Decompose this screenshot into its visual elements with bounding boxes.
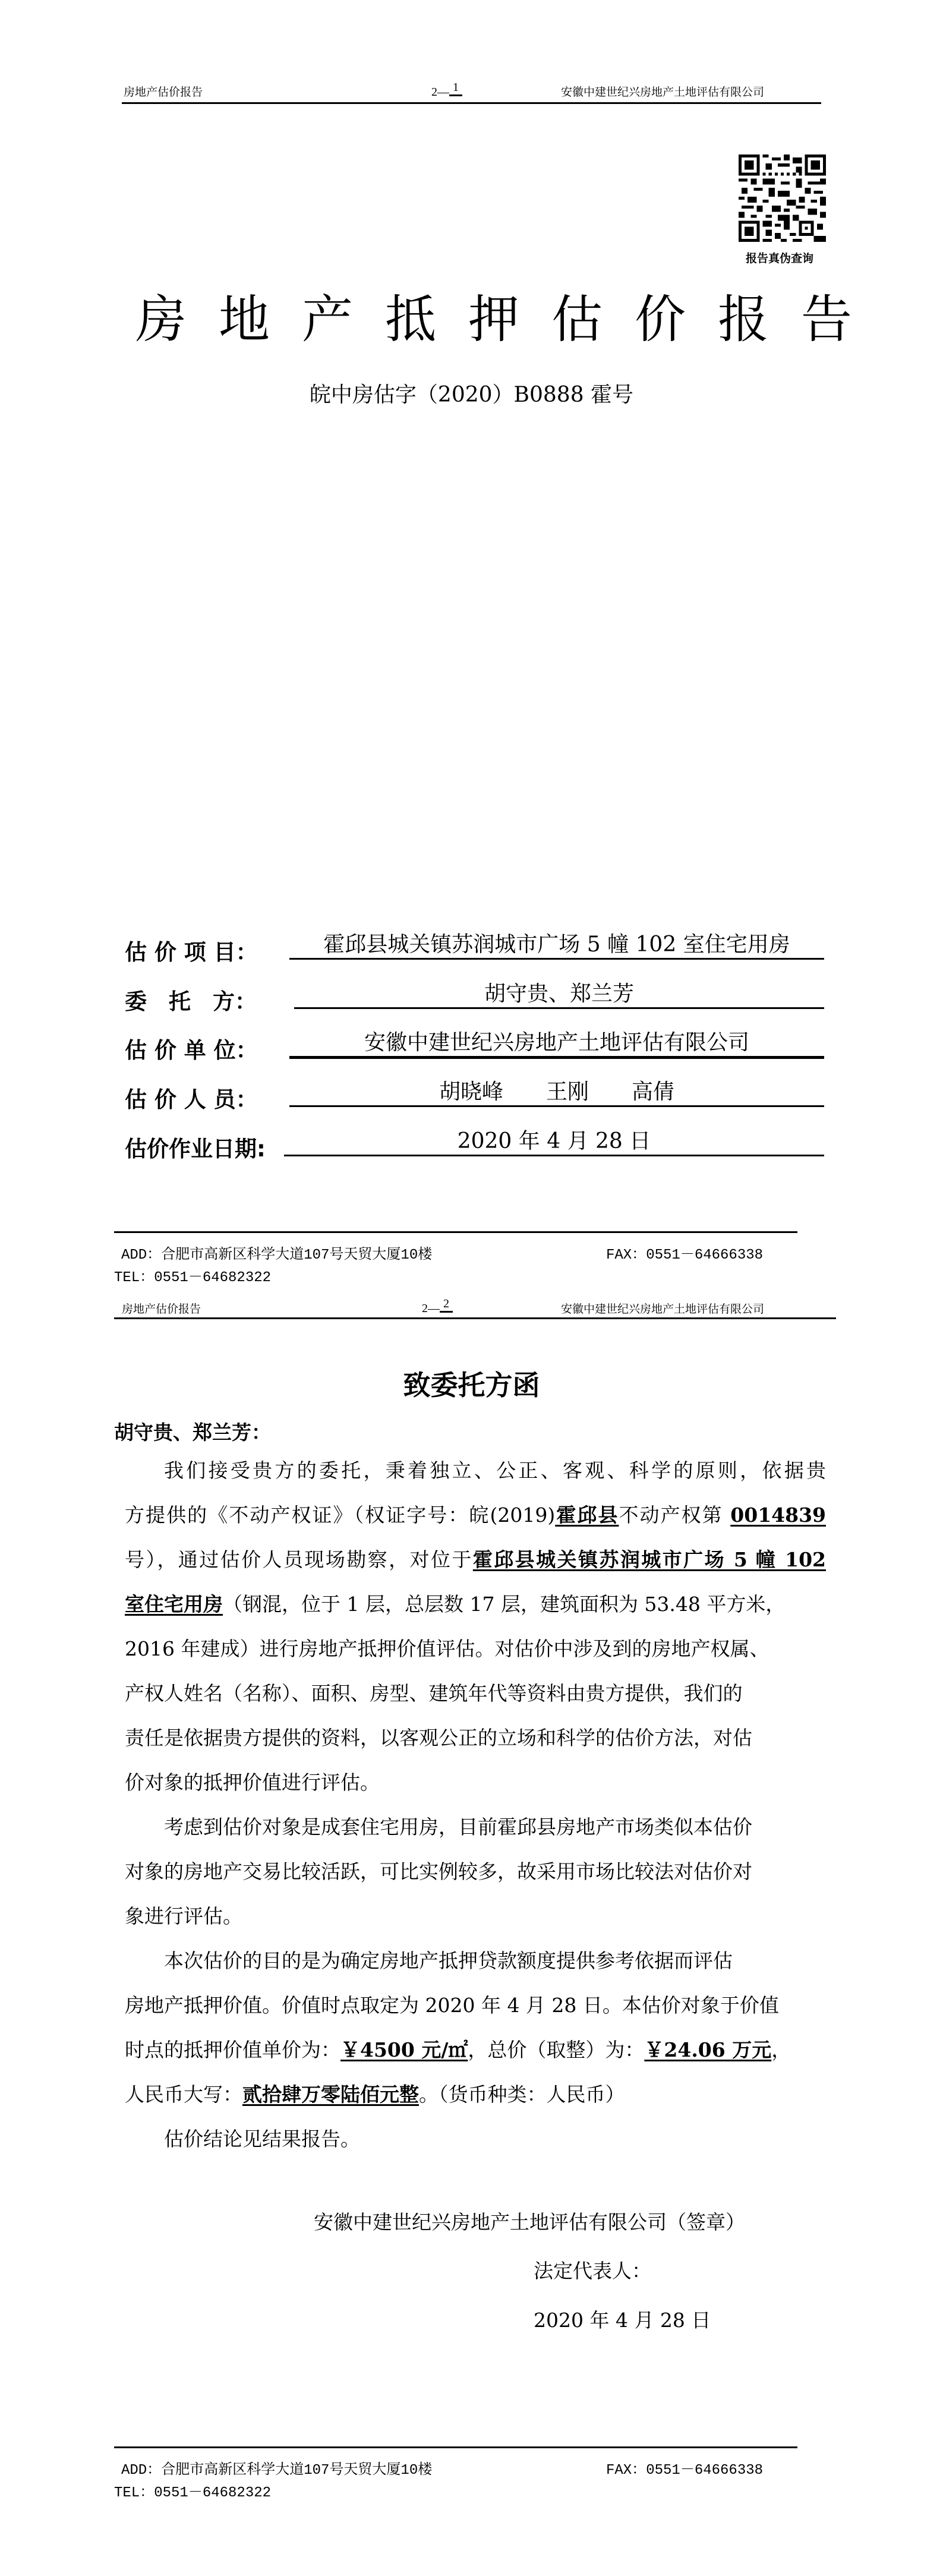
signature-company: 安徽中建世纪兴房地产土地评估有限公司（签章） xyxy=(314,2211,745,2234)
footer-address: ADD：合肥市高新区科学大道107号天贸大厦10楼 xyxy=(121,2463,433,2479)
footer-fax: FAX：0551－64666338 xyxy=(606,2463,764,2479)
footer-tel: TEL：0551－64682322 xyxy=(114,1270,272,1286)
field-value-work-date: 2020 年 4 月 28 日 xyxy=(284,1128,824,1156)
footer-rule xyxy=(114,1231,797,1233)
body-line: 房地产抵押价值。价值时点取定为 2020 年 4 月 28 日。本估价对象于价值 xyxy=(125,1994,779,2017)
report-title: 房地产抵押估价报告 xyxy=(135,290,884,349)
header-rule xyxy=(114,1317,836,1319)
qr-code-icon[interactable] xyxy=(739,155,826,242)
signature-date: 2020 年 4 月 28 日 xyxy=(534,2309,711,2332)
body-line xyxy=(125,2082,826,2108)
footer-fax: FAX：0551－64666338 xyxy=(606,1247,764,1263)
page-number: 1 xyxy=(449,81,462,96)
amount-in-words: 贰拾肆万零陆佰元整 xyxy=(242,2083,419,2106)
field-label-appraiser-org: 估 价 单 位： xyxy=(125,1038,258,1063)
field-value-project: 霍邱县城关镇苏润城市广场 5 幢 102 室住宅用房 xyxy=(289,932,824,960)
body-line: 2016 年建成）进行房地产抵押价值评估。对估价中涉及到的房地产权属、 xyxy=(125,1637,769,1660)
header-report-type: 房地产估价报告 xyxy=(122,1303,201,1316)
report-number: 皖中房估字（2020）B0888 霍号 xyxy=(309,383,634,407)
body-line xyxy=(125,1502,826,1528)
body-line xyxy=(125,1547,826,1573)
text-span: 时点的抵押价值单价为： xyxy=(125,2038,340,2061)
text-span: 人民币大写： xyxy=(125,2083,242,2106)
body-line: 对象的房地产交易比较活跃，可比实例较多，故采用市场比较法对估价对 xyxy=(125,1860,752,1883)
property-address: 霍邱县城关镇苏润城市广场 5 幢 102 xyxy=(472,1548,827,1571)
text-span: 不动产权第 xyxy=(619,1503,723,1527)
text-span: （钢混，位于 1 层，总层数 17 层，建筑面积为 53.48 平方米， xyxy=(223,1593,786,1616)
body-line: 本次估价的目的是为确定房地产抵押贷款额度提供参考依据而评估 xyxy=(164,1949,733,1972)
body-line: 考虑到估价对象是成套住宅用房，目前霍邱县房地产市场类似本估价 xyxy=(164,1815,752,1839)
county-underlined: 霍邱县 xyxy=(555,1503,619,1527)
body-line xyxy=(125,1591,826,1618)
letter-salutation: 胡守贵、郑兰芳： xyxy=(114,1421,271,1444)
field-value-appraiser-org: 安徽中建世纪兴房地产土地评估有限公司 xyxy=(289,1030,824,1059)
text-span: ，总价（取整）为： xyxy=(468,2038,645,2061)
field-label-appraisers: 估 价 人 员： xyxy=(125,1087,258,1112)
body-line: 产权人姓名（名称）、面积、房型、建筑年代等资料由贵方提供，我们的 xyxy=(125,1682,743,1705)
signature-representative: 法定代表人： xyxy=(534,2259,651,2282)
page-prefix: 2— xyxy=(422,1302,440,1315)
field-label-work-date: 估价作业日期: xyxy=(125,1136,266,1162)
field-value-client: 胡守贵、郑兰芳 xyxy=(294,981,824,1009)
body-line: 估价结论见结果报告。 xyxy=(164,2127,360,2151)
letter-title: 致委托方函 xyxy=(403,1369,540,1401)
field-value-appraisers: 胡晓峰 王刚 高倩 xyxy=(289,1079,824,1107)
total-price: ￥24.06 万元 xyxy=(644,2038,772,2061)
body-line: 价对象的抵押价值进行评估。 xyxy=(125,1771,380,1794)
body-line: 象进行评估。 xyxy=(125,1905,242,1928)
qr-verify-label: 报告真伪查询 xyxy=(746,252,814,265)
header-company: 安徽中建世纪兴房地产土地评估有限公司 xyxy=(561,86,765,99)
text-span: ， xyxy=(771,2038,791,2061)
footer-address: ADD：合肥市高新区科学大道107号天贸大厦10楼 xyxy=(121,1247,433,1263)
text-span: 号），通过估价人员现场勘察，对位于 xyxy=(125,1548,473,1571)
certificate-number: 0014839 xyxy=(730,1503,826,1527)
page-prefix: 2— xyxy=(431,86,449,99)
page-number: 2 xyxy=(440,1297,453,1313)
unit-price: ￥4500 元/㎡ xyxy=(340,2038,468,2061)
footer-tel: TEL：0551－64682322 xyxy=(114,2485,272,2501)
property-use: 室住宅用房 xyxy=(125,1593,223,1616)
body-line: 责任是依据贵方提供的资料，以客观公正的立场和科学的估价方法，对估 xyxy=(125,1726,752,1749)
text-span: 。（货币种类：人民币） xyxy=(419,2083,625,2106)
header-page-number xyxy=(431,81,550,99)
field-label-client: 委 托 方： xyxy=(125,989,257,1014)
body-line xyxy=(164,1458,826,1484)
field-label-project: 估 价 项 目： xyxy=(125,939,258,965)
header-company: 安徽中建世纪兴房地产土地评估有限公司 xyxy=(561,1303,765,1316)
text-span: 方提供的《不动产权证》（权证字号：皖(2019) xyxy=(125,1503,556,1527)
header-rule xyxy=(122,102,821,104)
header-page-number xyxy=(422,1297,453,1316)
footer-rule xyxy=(114,2446,797,2448)
header-report-type: 房地产估价报告 xyxy=(124,86,203,99)
text-span: 我们接受贵方的委托，秉着独立、公正、客观、科学的原则，依据贵 xyxy=(164,1459,826,1482)
body-line xyxy=(125,2037,826,2063)
